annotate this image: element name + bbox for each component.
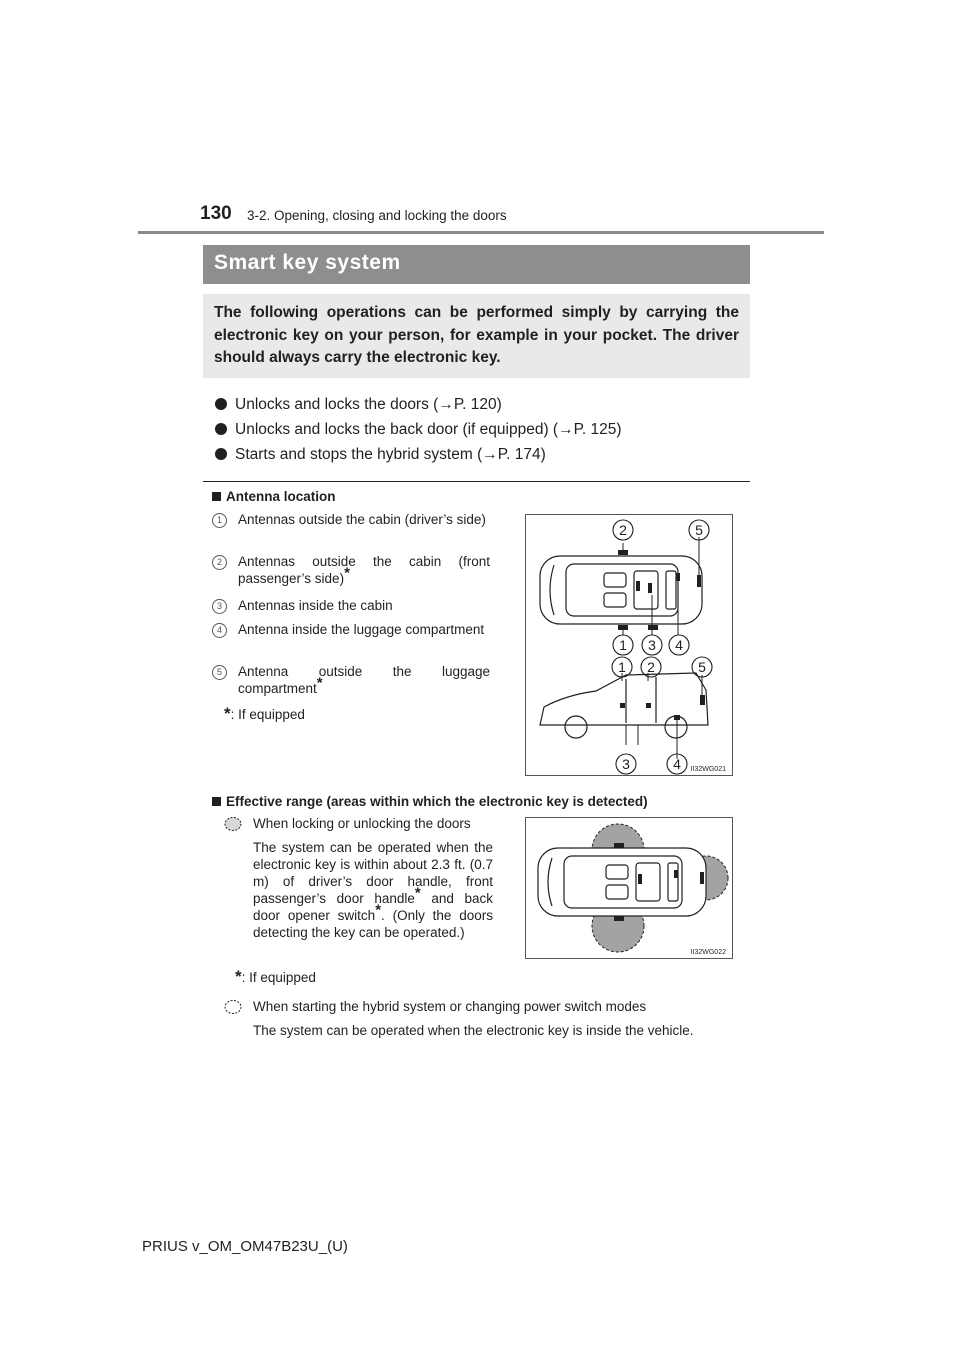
figure-code: II32WG021	[690, 766, 726, 773]
bullet-dot-icon	[215, 398, 227, 410]
callout-label: 3	[648, 637, 656, 653]
callout-label: 1	[619, 637, 627, 653]
figure-code: II32WG022	[690, 949, 726, 956]
range-item2-text: The system can be operated when the electronic key is inside the vehicle.	[253, 1023, 694, 1038]
callout-label: 2	[647, 659, 655, 675]
antenna-item: 5 Antenna outside the luggage compartment*	[238, 663, 490, 697]
section-divider	[203, 481, 750, 482]
antenna-diagram	[526, 515, 732, 775]
page-title: Smart key system	[214, 251, 401, 274]
callout-label: 5	[695, 522, 703, 538]
antenna-item: 4 Antenna inside the luggage compartment	[238, 621, 490, 638]
antenna-item: 2 Antennas outside the cabin (front passenger’s side)*	[238, 553, 490, 587]
callout-label: 3	[622, 756, 630, 772]
callout-label: 5	[698, 659, 706, 675]
callout-number: 1	[212, 513, 227, 528]
title-bar	[203, 245, 750, 284]
callout-number: 5	[212, 665, 227, 680]
intro-box	[203, 294, 750, 378]
square-bullet-icon	[212, 797, 221, 806]
footer-code: PRIUS v_OM_OM47B23U_(U)	[142, 1238, 348, 1255]
callout-number: 2	[212, 555, 227, 570]
range-item1-title: When locking or unlocking the doors	[253, 816, 471, 831]
callout-label: 4	[673, 756, 681, 772]
callout-label: 2	[619, 522, 627, 538]
header-rule	[138, 231, 824, 234]
callout-number: 3	[212, 599, 227, 614]
dashed-circle-icon	[224, 999, 242, 1015]
antenna-heading: Antenna location	[212, 489, 336, 504]
range-heading: Effective range (areas within which the electronic key is detected)	[212, 794, 648, 809]
antenna-item: 3 Antennas inside the cabin	[238, 597, 490, 614]
range-footnote: *: If equipped	[235, 967, 316, 986]
bullet-item: Unlocks and locks the doors (→P. 120)	[215, 396, 502, 414]
page-number: 130	[200, 203, 232, 224]
antenna-figure	[525, 514, 733, 776]
callout-label: 4	[675, 637, 683, 653]
antenna-footnote: *: If equipped	[224, 704, 305, 723]
square-bullet-icon	[212, 492, 221, 501]
dashed-circle-icon	[224, 816, 242, 832]
bullet-dot-icon	[215, 423, 227, 435]
range-item2-title: When starting the hybrid system or changing power switch modes	[253, 999, 647, 1014]
callout-label: 1	[618, 659, 626, 675]
callout-number: 4	[212, 623, 227, 638]
bullet-item: Starts and stops the hybrid system (→P. 174)	[215, 446, 546, 464]
antenna-item: 1 Antennas outside the cabin (driver’s side)	[238, 511, 490, 528]
section-title: 3-2. Opening, closing and locking the doors	[247, 208, 507, 223]
range-figure	[525, 817, 733, 959]
range-diagram	[526, 818, 732, 958]
bullet-item: Unlocks and locks the back door (if equipped) (→P. 125)	[215, 421, 622, 439]
intro-text: The following operations can be performed simply by carrying the electronic key on your person, for example in your pocket. The driver should always carry the electronic key.	[214, 304, 739, 366]
bullet-dot-icon	[215, 448, 227, 460]
range-item1-text: The system can be operated when the electronic key is within about 2.3 ft. (0.7 m) of driver’s door handle, front passenger’s door handle* and back door opener switch*. (Only the doors detecting the key can be operated.)	[253, 840, 493, 940]
